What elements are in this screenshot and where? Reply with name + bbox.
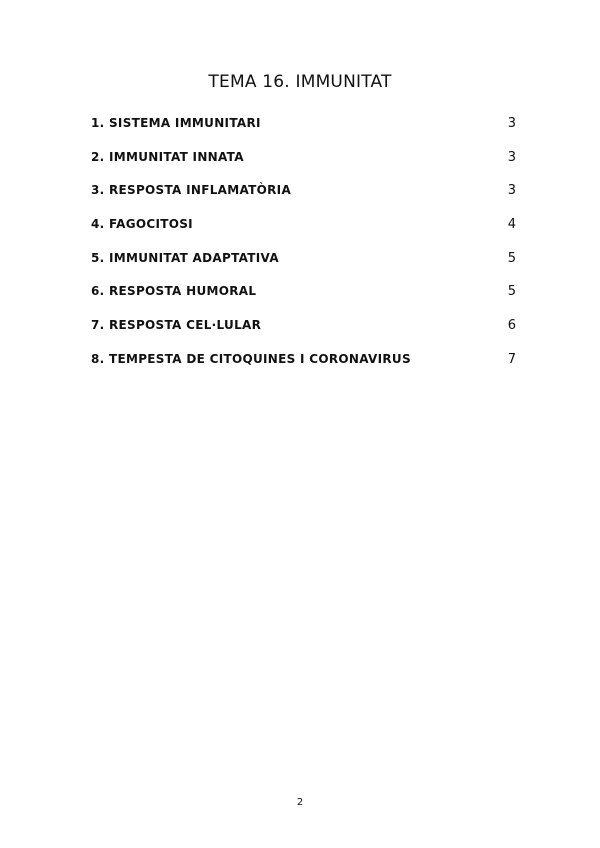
- toc-entry-label: 3. RESPOSTA INFLAMATÒRIA: [91, 183, 292, 198]
- page-number: 2: [296, 797, 304, 808]
- toc-entry-label: 7. RESPOSTA CEL·LULAR: [91, 318, 262, 333]
- toc-entry-6[interactable]: [91, 284, 516, 318]
- toc-entry-label: 8. TEMPESTA DE CITOQUINES I CORONAVIRUS: [91, 351, 411, 366]
- toc-entry-page: 5: [507, 284, 516, 300]
- page-title: TEMA 16. IMMUNITAT: [208, 72, 392, 92]
- toc-entry-4[interactable]: [91, 217, 516, 251]
- toc-entry-label: 5. IMMUNITAT ADAPTATIVA: [91, 250, 279, 265]
- toc-entry-7[interactable]: [91, 318, 516, 352]
- toc-entry-5[interactable]: [91, 251, 516, 285]
- toc-entry-label: 1. SISTEMA IMMUNITARI: [91, 116, 261, 130]
- toc-entry-label: 6. RESPOSTA HUMORAL: [91, 284, 257, 299]
- toc-entry-page: 3: [507, 183, 516, 199]
- toc-entry-1[interactable]: [91, 116, 516, 150]
- toc-entry-3[interactable]: [91, 183, 516, 217]
- toc-entry-page: 7: [507, 351, 516, 367]
- toc-entry-label: 4. FAGOCITOSI: [91, 217, 193, 232]
- toc-entry-label: 2. IMMUNITAT INNATA: [91, 149, 244, 164]
- toc-entry-page: 3: [507, 149, 516, 165]
- table-of-contents: [91, 116, 516, 386]
- toc-entry-page: 6: [507, 318, 516, 334]
- toc-entry-page: 5: [507, 250, 516, 266]
- toc-entry-8[interactable]: [91, 352, 516, 386]
- toc-entry-page: 4: [507, 217, 516, 233]
- toc-entry-page: 3: [507, 116, 516, 131]
- toc-entry-2[interactable]: [91, 150, 516, 184]
